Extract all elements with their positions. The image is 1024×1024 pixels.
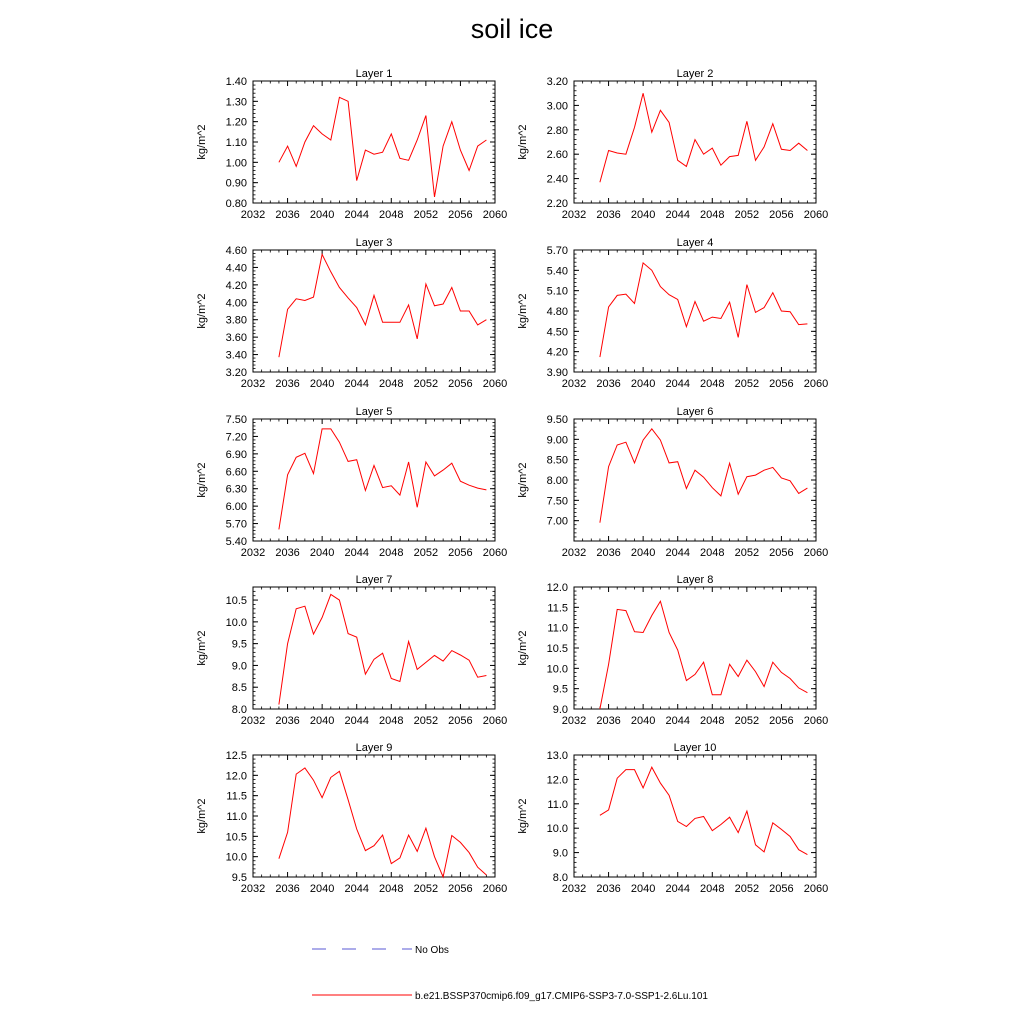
x-tick-label: 2060 (482, 547, 508, 559)
y-tick-label: 3.80 (225, 314, 247, 327)
y-tick-label: 5.10 (546, 285, 568, 298)
x-tick-label: 2048 (379, 378, 404, 390)
y-axis-label: kg/m^2 (196, 630, 208, 666)
y-tick-label: 2.60 (546, 149, 568, 162)
y-tick-label: 6.90 (225, 448, 247, 461)
x-tick-label: 2044 (344, 378, 369, 390)
plot-frame (253, 419, 495, 541)
y-axis-label: kg/m^2 (196, 124, 208, 160)
x-tick-label: 2032 (561, 715, 587, 727)
x-tick-label: 2056 (448, 547, 473, 559)
x-tick-label: 2040 (630, 378, 656, 390)
y-axis-label: kg/m^2 (196, 798, 208, 834)
x-tick-label: 2040 (630, 547, 656, 559)
x-tick-label: 2056 (448, 209, 473, 221)
x-tick-label: 2044 (665, 209, 690, 221)
y-tick-label: 8.00 (546, 475, 568, 487)
y-tick-label: 2.80 (546, 124, 568, 137)
y-tick-label: 10.0 (225, 851, 247, 864)
y-tick-label: 6.60 (225, 466, 247, 479)
panels-group (196, 68, 828, 895)
y-tick-label: 0.90 (225, 177, 247, 190)
plot-frame (253, 587, 495, 709)
x-tick-label: 2060 (803, 209, 829, 221)
y-tick-label: 7.50 (225, 414, 247, 426)
x-tick-label: 2048 (700, 883, 725, 895)
x-tick-label: 2060 (482, 883, 508, 895)
y-tick-label: 13.0 (546, 750, 568, 762)
plot-frame (253, 250, 495, 372)
x-tick-label: 2036 (275, 209, 300, 221)
y-tick-label: 1.00 (225, 157, 247, 170)
y-tick-label: 10.0 (225, 616, 247, 629)
y-tick-label: 7.20 (225, 431, 247, 444)
plot-frame (574, 587, 816, 709)
x-tick-label: 2060 (803, 883, 829, 895)
y-tick-label: 8.0 (552, 872, 568, 884)
y-tick-label: 4.00 (225, 297, 247, 310)
y-tick-label: 4.50 (546, 326, 568, 339)
x-tick-label: 2036 (275, 715, 300, 727)
y-tick-label: 8.5 (231, 682, 247, 695)
series-line-layer-6 (600, 429, 808, 523)
x-tick-label: 2048 (700, 547, 725, 559)
x-tick-label: 2040 (309, 378, 335, 390)
x-tick-label: 2052 (413, 883, 439, 895)
x-tick-label: 2052 (413, 378, 439, 390)
y-tick-label: 10.0 (546, 663, 568, 676)
panel-layer-3 (196, 237, 507, 390)
y-tick-label: 3.00 (546, 100, 568, 113)
x-tick-label: 2052 (413, 209, 439, 221)
x-tick-label: 2052 (734, 715, 760, 727)
y-tick-label: 11.0 (547, 798, 568, 811)
y-tick-label: 11.0 (547, 622, 568, 635)
y-tick-label: 7.50 (546, 495, 568, 508)
y-tick-label: 12.0 (546, 582, 568, 594)
x-tick-label: 2040 (309, 547, 335, 559)
panel-title: Layer 1 (355, 68, 393, 80)
x-tick-label: 2044 (665, 715, 690, 727)
x-tick-label: 2032 (561, 547, 587, 559)
y-axis-label: kg/m^2 (517, 293, 529, 329)
x-tick-label: 2036 (596, 378, 621, 390)
panel-title: Layer 2 (676, 68, 714, 80)
y-tick-label: 9.5 (231, 638, 247, 651)
x-tick-label: 2048 (379, 209, 404, 221)
x-tick-label: 2044 (344, 547, 369, 559)
y-tick-label: 4.40 (225, 262, 247, 275)
x-tick-label: 2040 (630, 715, 656, 727)
x-tick-label: 2044 (665, 883, 690, 895)
y-tick-label: 9.5 (231, 872, 247, 884)
y-tick-label: 6.00 (225, 501, 247, 514)
y-tick-label: 4.80 (546, 306, 568, 318)
y-tick-label: 3.40 (225, 349, 247, 362)
y-tick-label: 11.5 (547, 602, 568, 615)
x-tick-label: 2048 (379, 883, 404, 895)
plot-frame (574, 419, 816, 541)
y-axis-label: kg/m^2 (196, 293, 208, 329)
x-tick-label: 2052 (734, 209, 760, 221)
y-tick-label: 8.50 (546, 454, 568, 467)
x-tick-label: 2032 (240, 547, 266, 559)
x-tick-label: 2056 (448, 378, 473, 390)
x-tick-label: 2040 (309, 715, 335, 727)
x-tick-label: 2032 (240, 883, 266, 895)
panel-layer-9 (196, 742, 507, 895)
x-tick-label: 2060 (482, 715, 508, 727)
y-tick-label: 5.40 (546, 265, 568, 278)
y-tick-label: 1.30 (225, 96, 247, 109)
series-line-layer-3 (279, 254, 487, 357)
x-tick-label: 2036 (596, 715, 621, 727)
x-tick-label: 2060 (803, 547, 829, 559)
y-axis-label: kg/m^2 (517, 462, 529, 498)
y-tick-label: 9.0 (552, 847, 568, 860)
x-tick-label: 2044 (344, 209, 369, 221)
x-tick-label: 2056 (448, 715, 473, 727)
y-tick-label: 9.00 (546, 434, 568, 447)
panel-layer-8 (517, 574, 828, 727)
y-axis-label: kg/m^2 (196, 462, 208, 498)
y-tick-label: 1.10 (225, 137, 247, 149)
x-tick-label: 2036 (275, 547, 300, 559)
panel-layer-6 (517, 406, 828, 559)
series-line-layer-2 (600, 93, 808, 182)
x-tick-label: 2032 (240, 715, 266, 727)
y-tick-label: 10.5 (225, 831, 247, 844)
x-tick-label: 2060 (803, 378, 829, 390)
x-tick-label: 2040 (309, 209, 335, 221)
panel-title: Layer 10 (673, 742, 717, 754)
y-tick-label: 12.5 (225, 750, 247, 762)
x-tick-label: 2056 (769, 209, 794, 221)
y-tick-label: 5.40 (225, 536, 247, 548)
legend-label-no-obs: No Obs (415, 945, 449, 956)
y-tick-label: 6.30 (225, 483, 247, 496)
x-tick-label: 2032 (561, 378, 587, 390)
panel-title: Layer 3 (355, 237, 393, 249)
x-tick-label: 2052 (734, 883, 760, 895)
x-tick-label: 2036 (596, 547, 621, 559)
panel-title: Layer 4 (676, 237, 714, 249)
series-line-layer-10 (600, 767, 808, 854)
panel-title: Layer 9 (355, 742, 393, 754)
x-tick-label: 2048 (379, 547, 404, 559)
y-tick-label: 2.40 (546, 173, 568, 186)
y-tick-label: 11.5 (226, 790, 247, 803)
x-tick-label: 2032 (240, 378, 266, 390)
x-tick-label: 2056 (448, 883, 473, 895)
x-tick-label: 2040 (309, 883, 335, 895)
series-line-layer-1 (279, 97, 487, 197)
y-tick-label: 4.20 (546, 346, 568, 359)
x-tick-label: 2060 (803, 715, 829, 727)
series-line-layer-8 (600, 601, 808, 709)
plot-frame (253, 755, 495, 877)
panel-title: Layer 6 (676, 406, 714, 418)
x-tick-label: 2036 (275, 378, 300, 390)
series-line-layer-4 (600, 263, 808, 357)
y-tick-label: 3.20 (546, 76, 568, 88)
x-tick-label: 2036 (596, 209, 621, 221)
y-tick-label: 3.20 (225, 367, 247, 379)
chart-main-title: soil ice (470, 14, 554, 44)
x-tick-label: 2040 (630, 883, 656, 895)
x-tick-label: 2036 (275, 883, 300, 895)
y-tick-label: 1.20 (225, 116, 247, 129)
x-tick-label: 2052 (734, 547, 760, 559)
x-tick-label: 2048 (700, 378, 725, 390)
plot-frame (574, 250, 816, 372)
y-tick-label: 10.5 (546, 643, 568, 655)
y-tick-label: 0.80 (225, 198, 247, 210)
y-tick-label: 7.00 (546, 515, 568, 528)
x-tick-label: 2048 (379, 715, 404, 727)
x-tick-label: 2032 (561, 209, 587, 221)
panel-layer-1 (196, 68, 507, 221)
panel-layer-5 (196, 406, 507, 559)
y-tick-label: 12.0 (225, 770, 247, 783)
panel-layer-10 (517, 742, 828, 895)
x-tick-label: 2032 (240, 209, 266, 221)
panel-title: Layer 8 (676, 574, 714, 586)
x-tick-label: 2048 (700, 715, 725, 727)
x-tick-label: 2052 (413, 715, 439, 727)
plot-frame (574, 755, 816, 877)
y-tick-label: 8.0 (231, 704, 247, 716)
y-tick-label: 9.0 (552, 704, 568, 716)
y-tick-label: 4.20 (225, 279, 247, 292)
x-tick-label: 2056 (769, 547, 794, 559)
x-tick-label: 2060 (482, 209, 508, 221)
series-line-layer-7 (279, 594, 487, 704)
legend-label-model-run: b.e21.BSSP370cmip6.f09_g17.CMIP6-SSP3-7.0-SSP1-2.6Lu.101 (415, 991, 708, 1002)
y-tick-label: 5.70 (546, 245, 568, 257)
x-tick-label: 2056 (769, 715, 794, 727)
x-tick-label: 2040 (630, 209, 656, 221)
series-line-layer-5 (279, 429, 487, 530)
plot-frame (574, 81, 816, 203)
y-tick-label: 3.90 (546, 367, 568, 379)
y-tick-label: 9.5 (552, 683, 568, 696)
x-tick-label: 2052 (734, 378, 760, 390)
x-tick-label: 2048 (700, 209, 725, 221)
y-tick-label: 10.0 (546, 823, 568, 836)
y-axis-label: kg/m^2 (517, 630, 529, 666)
x-tick-label: 2032 (561, 883, 587, 895)
x-tick-label: 2056 (769, 378, 794, 390)
panel-layer-7 (196, 574, 507, 727)
y-tick-label: 11.0 (226, 811, 247, 823)
x-tick-label: 2044 (344, 715, 369, 727)
x-tick-label: 2044 (344, 883, 369, 895)
x-tick-label: 2056 (769, 883, 794, 895)
panel-title: Layer 7 (355, 574, 393, 586)
panel-title: Layer 5 (355, 406, 393, 418)
y-axis-label: kg/m^2 (517, 798, 529, 834)
plot-frame (253, 81, 495, 203)
y-axis-label: kg/m^2 (517, 124, 529, 160)
series-line-layer-9 (279, 768, 487, 877)
y-tick-label: 1.40 (225, 76, 247, 88)
x-tick-label: 2052 (413, 547, 439, 559)
x-tick-label: 2060 (482, 378, 508, 390)
y-tick-label: 4.60 (225, 245, 247, 257)
y-tick-label: 12.0 (546, 774, 568, 787)
x-tick-label: 2044 (665, 547, 690, 559)
panel-layer-2 (517, 68, 828, 221)
y-tick-label: 9.0 (231, 660, 247, 673)
y-tick-label: 3.60 (225, 332, 247, 345)
y-tick-label: 2.20 (546, 198, 568, 210)
y-tick-label: 9.50 (546, 414, 568, 426)
y-tick-label: 5.70 (225, 518, 247, 531)
legend (312, 945, 708, 1002)
x-tick-label: 2036 (596, 883, 621, 895)
y-tick-label: 10.5 (225, 595, 247, 608)
x-tick-label: 2044 (665, 378, 690, 390)
panel-layer-4 (517, 237, 828, 390)
